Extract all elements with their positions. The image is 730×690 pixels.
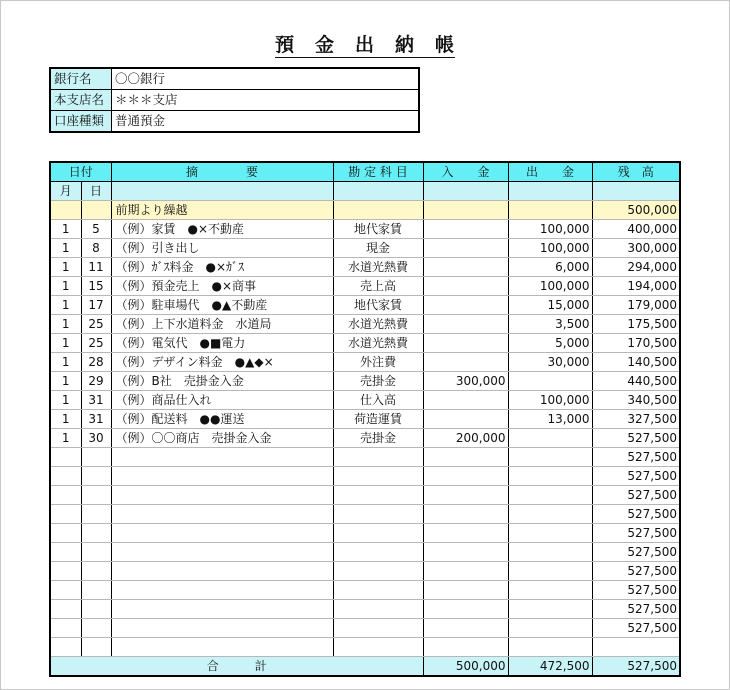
- cell-account[interactable]: 売掛金: [333, 372, 423, 391]
- cell-withdrawal[interactable]: [508, 486, 592, 505]
- cell-deposit[interactable]: [423, 524, 508, 543]
- cell-balance[interactable]: 327,500: [592, 410, 680, 429]
- cell-account[interactable]: 外注費: [333, 353, 423, 372]
- cell-balance[interactable]: 300,000: [592, 239, 680, 258]
- cell-day[interactable]: 15: [81, 277, 111, 296]
- cell-day[interactable]: 29: [81, 372, 111, 391]
- cell-withdrawal[interactable]: 6,000: [508, 258, 592, 277]
- cell-withdrawal[interactable]: [508, 581, 592, 600]
- ledger-row: [50, 239, 680, 258]
- cell-month[interactable]: 1: [50, 353, 81, 372]
- cell-summary[interactable]: [111, 543, 333, 562]
- cell-balance[interactable]: [592, 638, 680, 657]
- total-balance[interactable]: 527,500: [592, 657, 680, 677]
- cell-withdrawal[interactable]: [508, 429, 592, 448]
- ledger-row: [50, 467, 680, 486]
- cell-summary[interactable]: （例）ｶﾞｽ料金 ●×ｶﾞｽ: [111, 258, 333, 277]
- ledger-row: [50, 448, 680, 467]
- account-type-row: [50, 111, 419, 133]
- carry-forward-label[interactable]: 前期より繰越: [111, 201, 333, 220]
- cell-deposit[interactable]: 300,000: [423, 372, 508, 391]
- cell-month[interactable]: [50, 600, 81, 619]
- subheader-cell[interactable]: [592, 182, 680, 201]
- cell-withdrawal[interactable]: [508, 201, 592, 220]
- bank-value[interactable]: 〇〇銀行: [112, 68, 420, 90]
- ledger-row: [50, 581, 680, 600]
- total-deposit[interactable]: 500,000: [423, 657, 508, 677]
- cell-deposit[interactable]: [423, 467, 508, 486]
- cell-summary[interactable]: [111, 486, 333, 505]
- cell-deposit[interactable]: [423, 201, 508, 220]
- cell-withdrawal[interactable]: [508, 543, 592, 562]
- account-type-value[interactable]: 普通預金: [112, 111, 420, 133]
- account-type-label[interactable]: 口座種類: [50, 111, 112, 133]
- cell-account[interactable]: [333, 201, 423, 220]
- cell-summary[interactable]: [111, 467, 333, 486]
- cell-deposit[interactable]: [423, 334, 508, 353]
- cell-account[interactable]: [333, 448, 423, 467]
- ledger-row: [50, 505, 680, 524]
- cell-summary[interactable]: （例）家賃 ●×不動産: [111, 220, 333, 239]
- cell-deposit[interactable]: [423, 220, 508, 239]
- cell-summary[interactable]: （例）預金売上 ●×商事: [111, 277, 333, 296]
- ledger-row: [50, 524, 680, 543]
- cell-deposit[interactable]: [423, 258, 508, 277]
- cell-day[interactable]: 28: [81, 353, 111, 372]
- cell-day[interactable]: 30: [81, 429, 111, 448]
- cell-month[interactable]: [50, 201, 81, 220]
- branch-value[interactable]: ＊＊＊支店: [112, 90, 420, 111]
- ledger-row: [50, 353, 680, 372]
- cell-withdrawal[interactable]: 100,000: [508, 220, 592, 239]
- cell-month[interactable]: [50, 638, 81, 657]
- cell-deposit[interactable]: [423, 315, 508, 334]
- cell-withdrawal[interactable]: 15,000: [508, 296, 592, 315]
- cell-summary[interactable]: （例）デザイン料金 ●▲◆×: [111, 353, 333, 372]
- ledger-row: [50, 600, 680, 619]
- cell-deposit[interactable]: [423, 391, 508, 410]
- cell-balance[interactable]: 140,500: [592, 353, 680, 372]
- subheader-cell[interactable]: [111, 182, 333, 201]
- cell-day[interactable]: 17: [81, 296, 111, 315]
- cell-balance[interactable]: 527,500: [592, 429, 680, 448]
- cell-month[interactable]: [50, 581, 81, 600]
- total-row: [50, 657, 680, 677]
- ledger-row: [50, 220, 680, 239]
- cell-deposit[interactable]: [423, 581, 508, 600]
- cell-day[interactable]: [81, 505, 111, 524]
- cell-account[interactable]: [333, 581, 423, 600]
- ledger-row: [50, 543, 680, 562]
- cell-month[interactable]: [50, 448, 81, 467]
- cell-account[interactable]: 水道光熱費: [333, 315, 423, 334]
- cell-day[interactable]: [81, 600, 111, 619]
- cell-withdrawal[interactable]: [508, 448, 592, 467]
- cell-month[interactable]: 1: [50, 239, 81, 258]
- branch-label[interactable]: 本支店名: [50, 90, 112, 111]
- cell-balance[interactable]: 340,500: [592, 391, 680, 410]
- cell-withdrawal[interactable]: 5,000: [508, 334, 592, 353]
- cell-summary[interactable]: [111, 505, 333, 524]
- page-title: [0, 30, 730, 57]
- cell-account[interactable]: [333, 543, 423, 562]
- cell-summary[interactable]: [111, 600, 333, 619]
- cell-month[interactable]: 1: [50, 296, 81, 315]
- cell-summary[interactable]: （例）上下水道料金 水道局: [111, 315, 333, 334]
- bank-row: [50, 68, 419, 90]
- cell-account[interactable]: 現金: [333, 239, 423, 258]
- header-month[interactable]: 月: [50, 182, 81, 201]
- cell-summary[interactable]: （例）商品仕入れ: [111, 391, 333, 410]
- ledger-row: [50, 277, 680, 296]
- subheader-cell[interactable]: [423, 182, 508, 201]
- ledger-row: [50, 334, 680, 353]
- cell-account[interactable]: [333, 486, 423, 505]
- cell-balance[interactable]: 179,000: [592, 296, 680, 315]
- cell-summary[interactable]: [111, 562, 333, 581]
- cell-account[interactable]: [333, 467, 423, 486]
- page-title-text: 預 金 出 納 帳: [274, 34, 455, 56]
- cell-withdrawal[interactable]: 30,000: [508, 353, 592, 372]
- cell-month[interactable]: [50, 467, 81, 486]
- cell-day[interactable]: [81, 448, 111, 467]
- cell-month[interactable]: [50, 619, 81, 638]
- cell-deposit[interactable]: [423, 619, 508, 638]
- cell-deposit[interactable]: [423, 277, 508, 296]
- cell-balance[interactable]: 527,500: [592, 543, 680, 562]
- subheader-cell[interactable]: [333, 182, 423, 201]
- cell-account[interactable]: [333, 638, 423, 657]
- cell-balance[interactable]: 175,500: [592, 315, 680, 334]
- cell-day[interactable]: [81, 524, 111, 543]
- ledger-table: [49, 161, 681, 677]
- cell-account[interactable]: [333, 600, 423, 619]
- cell-withdrawal[interactable]: [508, 524, 592, 543]
- carry-forward-balance[interactable]: 500,000: [592, 201, 680, 220]
- cell-withdrawal[interactable]: [508, 505, 592, 524]
- header-summary[interactable]: 摘 要: [111, 162, 333, 182]
- cell-day[interactable]: 11: [81, 258, 111, 277]
- account-info-table: [49, 67, 420, 133]
- ledger-row: [50, 258, 680, 277]
- cell-summary[interactable]: [111, 448, 333, 467]
- cell-month[interactable]: 1: [50, 429, 81, 448]
- cell-summary[interactable]: [111, 638, 333, 657]
- bank-label[interactable]: 銀行名: [50, 68, 112, 90]
- ledger-row: [50, 638, 680, 657]
- cell-account[interactable]: 荷造運賃: [333, 410, 423, 429]
- cell-month[interactable]: 1: [50, 277, 81, 296]
- cell-day[interactable]: 31: [81, 391, 111, 410]
- cell-day[interactable]: 25: [81, 315, 111, 334]
- cell-withdrawal[interactable]: [508, 562, 592, 581]
- cell-day[interactable]: 5: [81, 220, 111, 239]
- cell-account[interactable]: 売上高: [333, 277, 423, 296]
- cell-summary[interactable]: （例）駐車場代 ●▲不動産: [111, 296, 333, 315]
- cell-summary[interactable]: （例）配送料 ●●運送: [111, 410, 333, 429]
- cell-summary[interactable]: （例）引き出し: [111, 239, 333, 258]
- cell-day[interactable]: 8: [81, 239, 111, 258]
- cell-balance[interactable]: 527,500: [592, 505, 680, 524]
- cell-balance[interactable]: 527,500: [592, 467, 680, 486]
- ledger-row: [50, 562, 680, 581]
- cell-deposit[interactable]: 200,000: [423, 429, 508, 448]
- cell-deposit[interactable]: [423, 486, 508, 505]
- cell-day[interactable]: 31: [81, 410, 111, 429]
- cell-withdrawal[interactable]: 13,000: [508, 410, 592, 429]
- carry-forward-row: [50, 201, 680, 220]
- cell-day[interactable]: [81, 467, 111, 486]
- subheader-cell[interactable]: [508, 182, 592, 201]
- header-date[interactable]: 日付: [50, 162, 111, 182]
- cell-month[interactable]: 1: [50, 334, 81, 353]
- cell-summary[interactable]: （例）〇〇商店 売掛金入金: [111, 429, 333, 448]
- cell-withdrawal[interactable]: [508, 467, 592, 486]
- cell-account[interactable]: 仕入高: [333, 391, 423, 410]
- ledger-row: [50, 296, 680, 315]
- cell-balance[interactable]: 440,500: [592, 372, 680, 391]
- cell-day[interactable]: [81, 581, 111, 600]
- cell-account[interactable]: [333, 619, 423, 638]
- cell-month[interactable]: 1: [50, 220, 81, 239]
- cell-withdrawal[interactable]: [508, 638, 592, 657]
- cell-deposit[interactable]: [423, 239, 508, 258]
- branch-row: [50, 90, 419, 111]
- cell-deposit[interactable]: [423, 410, 508, 429]
- cell-withdrawal[interactable]: 100,000: [508, 391, 592, 410]
- cell-account[interactable]: 水道光熱費: [333, 334, 423, 353]
- cell-account[interactable]: [333, 505, 423, 524]
- cell-withdrawal[interactable]: 100,000: [508, 239, 592, 258]
- cell-month[interactable]: [50, 524, 81, 543]
- cell-deposit[interactable]: [423, 562, 508, 581]
- cell-balance[interactable]: 527,500: [592, 524, 680, 543]
- cell-balance[interactable]: 194,000: [592, 277, 680, 296]
- cell-withdrawal[interactable]: [508, 372, 592, 391]
- cell-balance[interactable]: 527,500: [592, 486, 680, 505]
- cell-deposit[interactable]: [423, 505, 508, 524]
- cell-day[interactable]: [81, 486, 111, 505]
- ledger-row: [50, 391, 680, 410]
- cell-account[interactable]: [333, 562, 423, 581]
- ledger-row: [50, 315, 680, 334]
- cell-deposit[interactable]: [423, 600, 508, 619]
- cell-account[interactable]: 地代家賃: [333, 296, 423, 315]
- ledger-row: [50, 410, 680, 429]
- cell-month[interactable]: 1: [50, 391, 81, 410]
- cell-account[interactable]: [333, 524, 423, 543]
- cell-deposit[interactable]: [423, 543, 508, 562]
- header-day[interactable]: 日: [81, 182, 111, 201]
- cell-balance[interactable]: 170,500: [592, 334, 680, 353]
- cell-balance[interactable]: 527,500: [592, 448, 680, 467]
- cell-account[interactable]: 地代家賃: [333, 220, 423, 239]
- subheader-row: [50, 182, 680, 201]
- cell-deposit[interactable]: [423, 638, 508, 657]
- cell-summary[interactable]: [111, 581, 333, 600]
- cell-balance[interactable]: 400,000: [592, 220, 680, 239]
- ledger-row: [50, 429, 680, 448]
- cell-summary[interactable]: [111, 619, 333, 638]
- cell-day[interactable]: 25: [81, 334, 111, 353]
- cell-balance[interactable]: 527,500: [592, 600, 680, 619]
- cell-balance[interactable]: 527,500: [592, 619, 680, 638]
- cell-day[interactable]: [81, 543, 111, 562]
- cell-month[interactable]: 1: [50, 410, 81, 429]
- cell-deposit[interactable]: [423, 296, 508, 315]
- cell-month[interactable]: 1: [50, 258, 81, 277]
- cell-day[interactable]: [81, 619, 111, 638]
- total-withdrawal[interactable]: 472,500: [508, 657, 592, 677]
- header-account[interactable]: 勘 定 科 目: [333, 162, 423, 182]
- cell-balance[interactable]: 527,500: [592, 581, 680, 600]
- cell-withdrawal[interactable]: 100,000: [508, 277, 592, 296]
- ledger-row: [50, 372, 680, 391]
- cell-summary[interactable]: （例）電気代 ●■電力: [111, 334, 333, 353]
- cell-deposit[interactable]: [423, 448, 508, 467]
- cell-month[interactable]: 1: [50, 315, 81, 334]
- cell-day[interactable]: [81, 638, 111, 657]
- cell-balance[interactable]: 527,500: [592, 562, 680, 581]
- cell-withdrawal[interactable]: [508, 619, 592, 638]
- cell-deposit[interactable]: [423, 353, 508, 372]
- cell-account[interactable]: 売掛金: [333, 429, 423, 448]
- cell-withdrawal[interactable]: [508, 600, 592, 619]
- cell-month[interactable]: [50, 486, 81, 505]
- cell-summary[interactable]: （例）B社 売掛金入金: [111, 372, 333, 391]
- ledger-row: [50, 619, 680, 638]
- header-deposit[interactable]: 入 金: [423, 162, 508, 182]
- ledger-row: [50, 486, 680, 505]
- cell-account[interactable]: 水道光熱費: [333, 258, 423, 277]
- header-row: [50, 162, 680, 182]
- cell-month[interactable]: [50, 543, 81, 562]
- cell-day[interactable]: [81, 562, 111, 581]
- cell-month[interactable]: [50, 505, 81, 524]
- cell-summary[interactable]: [111, 524, 333, 543]
- cell-month[interactable]: [50, 562, 81, 581]
- total-label[interactable]: 合 計: [50, 657, 423, 677]
- cell-withdrawal[interactable]: 3,500: [508, 315, 592, 334]
- header-withdrawal[interactable]: 出 金: [508, 162, 592, 182]
- header-balance[interactable]: 残 高: [592, 162, 680, 182]
- cell-balance[interactable]: 294,000: [592, 258, 680, 277]
- cell-day[interactable]: [81, 201, 111, 220]
- cell-month[interactable]: 1: [50, 372, 81, 391]
